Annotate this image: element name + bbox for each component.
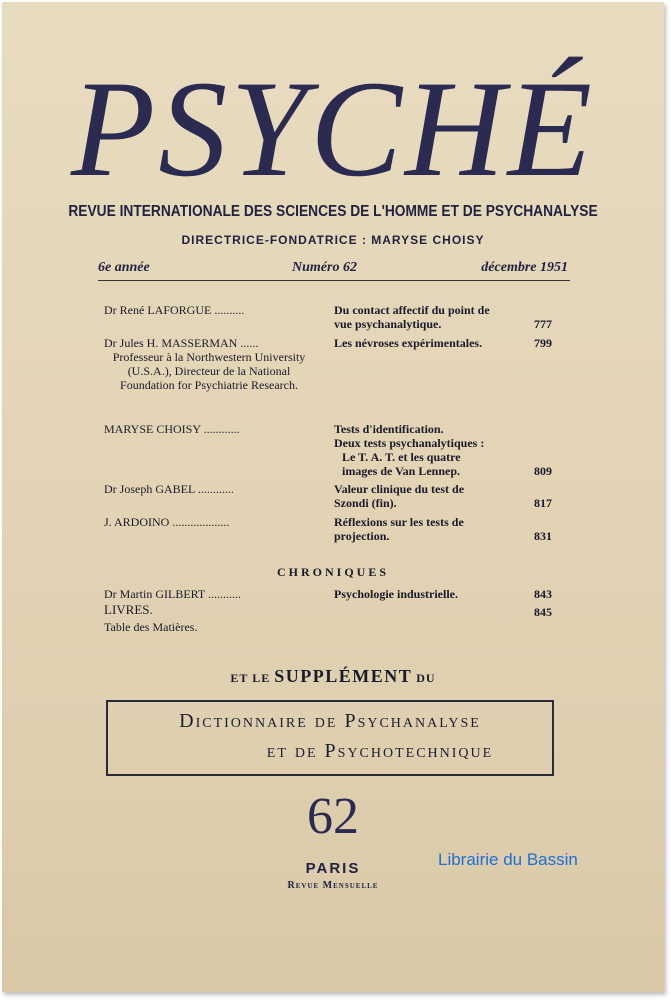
issue-year: 6e année xyxy=(98,260,150,275)
toc-article-line: Réflexions sur les tests de xyxy=(334,515,464,529)
magazine-title: PSYCHÉ xyxy=(70,52,596,205)
toc-article-line: Deux tests psychanalytiques : xyxy=(334,436,485,450)
toc-author-note: Professeur à la Northwestern University (U.S.A.), Directeur de la National Foundation for Psychiatrie Research. xyxy=(112,350,306,392)
chronique-author: Dr Martin GILBERT ........... xyxy=(104,587,242,601)
toc-author: J. ARDOINO ................... xyxy=(104,515,230,529)
supplement-line xyxy=(2,666,664,687)
toc-article-line: images de Van Lennep. xyxy=(342,464,461,478)
chronique-page: 845 xyxy=(534,605,552,619)
chronique-page: 843 xyxy=(534,587,552,601)
toc-article-line: Le T. A. T. et les quatre xyxy=(342,450,461,464)
issue-number: Numéro 62 xyxy=(292,260,357,275)
dictionary-box xyxy=(106,700,554,776)
toc-article-line: Les névroses expérimentales. xyxy=(334,336,483,350)
dictionary-line: Dictionnaire de Psychanalyse xyxy=(179,710,481,732)
seller-watermark: Librairie du Bassin xyxy=(438,850,578,869)
supplement-word: SUPPLÉMENT xyxy=(274,666,413,686)
toc-author: Dr Jules H. MASSERMAN ...... xyxy=(104,336,259,350)
header-rule xyxy=(98,280,570,281)
director-line: DIRECTRICE-FONDATRICE : MARYSE CHOISY xyxy=(181,233,485,247)
toc-article-line: projection. xyxy=(334,529,390,543)
issue-big-number: 62 xyxy=(307,788,359,845)
toc-author: Dr René LAFORGUE .......... xyxy=(104,303,245,317)
toc-page: 817 xyxy=(534,496,552,510)
chroniques-heading: CHRONIQUES xyxy=(276,565,389,579)
toc-page: 799 xyxy=(534,336,552,350)
toc-article-line: Valeur clinique du test de xyxy=(334,482,465,496)
issue-date: décembre 1951 xyxy=(481,260,568,275)
toc-author: Dr Joseph GABEL ............ xyxy=(104,482,234,496)
toc-page: 777 xyxy=(534,317,552,331)
chronique-author: Table des Matières. xyxy=(104,620,198,634)
toc-author: MARYSE CHOISY ............ xyxy=(104,422,240,436)
dictionary-line: et de Psychotechnique xyxy=(266,740,494,762)
supplement-suffix: DU xyxy=(416,671,436,685)
publication-city: PARIS xyxy=(305,860,361,877)
toc-article-line: vue psychanalytique. xyxy=(334,317,442,331)
magazine-cover xyxy=(2,2,664,992)
chronique-title: Psychologie industrielle. xyxy=(334,587,458,601)
toc-article-line: Du contact affectif du point de xyxy=(334,303,490,317)
toc-page: 809 xyxy=(534,464,552,478)
toc-page: 831 xyxy=(534,529,552,543)
toc-article-line: Tests d'identification. xyxy=(334,422,444,436)
supplement-prefix: ET LE xyxy=(230,671,271,685)
chronique-author: LIVRES. xyxy=(104,602,153,617)
magazine-subtitle: REVUE INTERNATIONALE DES SCIENCES DE L'HOMME ET DE PSYCHANALYSE xyxy=(68,203,598,220)
publication-periodicity: Revue Mensuelle xyxy=(287,880,379,891)
toc-article-line: Szondi (fin). xyxy=(334,496,397,510)
